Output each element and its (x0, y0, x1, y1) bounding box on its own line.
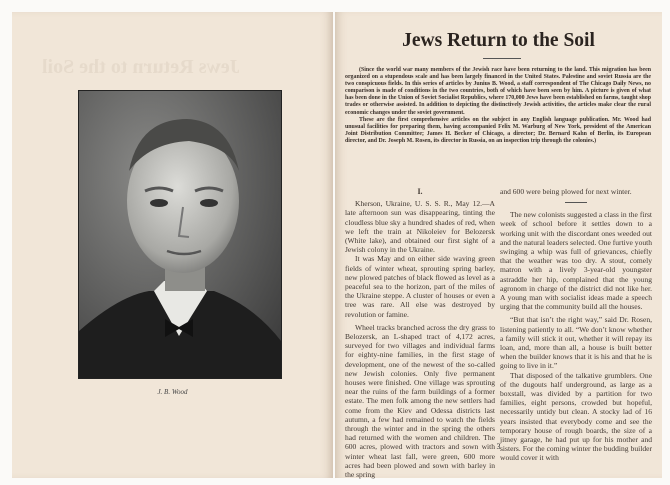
page-number: 3 (496, 442, 501, 451)
body-paragraph: “But that isn’t the right way,” said Dr. Rosen, listening patiently to all. “We don’t know whether a family will stick it out, whether it will repay its loan, and, more than all, a house is built better when the builder knows that it is his and that he is going to live in it.” (500, 315, 652, 371)
body-paragraph: That disposed of the talkative grumblers. One of the dugouts half underground, as large as a boxstall, was divided by a partition for two families, eight persons, crowded but hopeful, necessarily untidy but clean. A stocky lad of 16 years insisted that everybody come and see the temporary house of rough boards, the size of a jitney garage, he had put up for his mother and sisters. For the coming winter the budding builder would cover it with (500, 370, 652, 463)
right-page (335, 12, 662, 478)
portrait-photo (78, 90, 282, 379)
left-page (12, 12, 333, 478)
column-right (500, 187, 652, 463)
intro-paragraph: (Since the world war many members of the Jewish race have been returning to the land. This migration has been organized on a stupendous scale and has been largely financed in the United States. Palestine and soviet Russia are the two conspicuous fields. In this series of articles by Junius B. Wood, a staff correspondent of The Chicago Daily News, no comparison is made of conditions in the two countries, both of which have been seen by him. A picture is given of what has been done in the Union of Soviet Socialist Republics, where 170,000 Jews have been established on farms, taught shop trades or otherwise assisted. In addition to depicting the distinctively Jewish activities, the articles make clear the rural economic changes under the soviet government. (345, 67, 651, 116)
body-paragraph: It was May and on either side waving green fields of winter wheat, sprouting spring barley, new plowed patches of black flowed as level as a peaceful sea to the horizon, part of the miles of the Ukraine steppe. A cluster of houses or even a tree was rare. All else was destroyed by revolution or famine. (345, 254, 495, 319)
column-left (345, 187, 495, 479)
body-paragraph: The new colonists suggested a class in the first week of school before it settles down to a working unit with the discordant ones weeded out and the natural leaders selected. One furtive youth swinging a whip was full of grievances, chiefly that the weather was too dry. A stout, comely matron with a lively 3-year-old youngster astraddle her hip, complained that the young agronom in charge of the district did not like her. A young man with socialist ideas made a speech urging that the community build all the houses. (500, 210, 652, 312)
section-break (565, 202, 587, 203)
bleed-through-text: Jews Return to the Soil (42, 56, 240, 78)
body-paragraph: Wheel tracks branched across the dry grass to Belozersk, an L-shaped tract of 4,172 acres, surveyed for two villages and individual farms for eighty-nine families, in the first stage of development, one of the newest of the so-called new Jewish colonies. Only five permanent houses were finished. One village was sprouting near the ruins of the farm buildings of a former estate. The men folk among the new settlers had come from the Kiev and Odessa districts last autumn, a few had remained to watch the fields through the winter and in the spring the others had returned with the women and children. The 600 acres, plowed with tractors and sown with winter wheat last fall, were green, 600 more acres had been plowed and sown with barley in the spring (345, 322, 495, 480)
section-number: I. (417, 187, 423, 196)
intro-paragraph: These are the first comprehensive articles on the subject in any English language publication. Mr. Wood had unusual facilities for preparing them, having accompanied Felix M. Warburg of New York, president of the American Joint Distribution Committee; James H. Becker of Chicago, a director; Dr. Bernard Kahn of Berlin, its European director, and Dr. Joseph M. Rosen, its director in Russia, on an inspection trip through the colonies.) (345, 116, 651, 144)
photo-caption: J. B. Wood (157, 388, 188, 396)
body-paragraph: and 600 were being plowed for next winter. (500, 187, 632, 196)
article-title: Jews Return to the Soil (402, 30, 595, 51)
title-rule (483, 58, 521, 59)
body-paragraph: Kherson, Ukraine, U. S. S. R., May 12.—A late afternoon sun was disappearing, tinting the cloudless blue sky a hundred shades of red, when we left the train at Nikoleiev for Belozersk (White lake), and obtained our first sight of a Jewish colony in the Ukraine. (345, 199, 495, 255)
editor-note (345, 67, 651, 145)
